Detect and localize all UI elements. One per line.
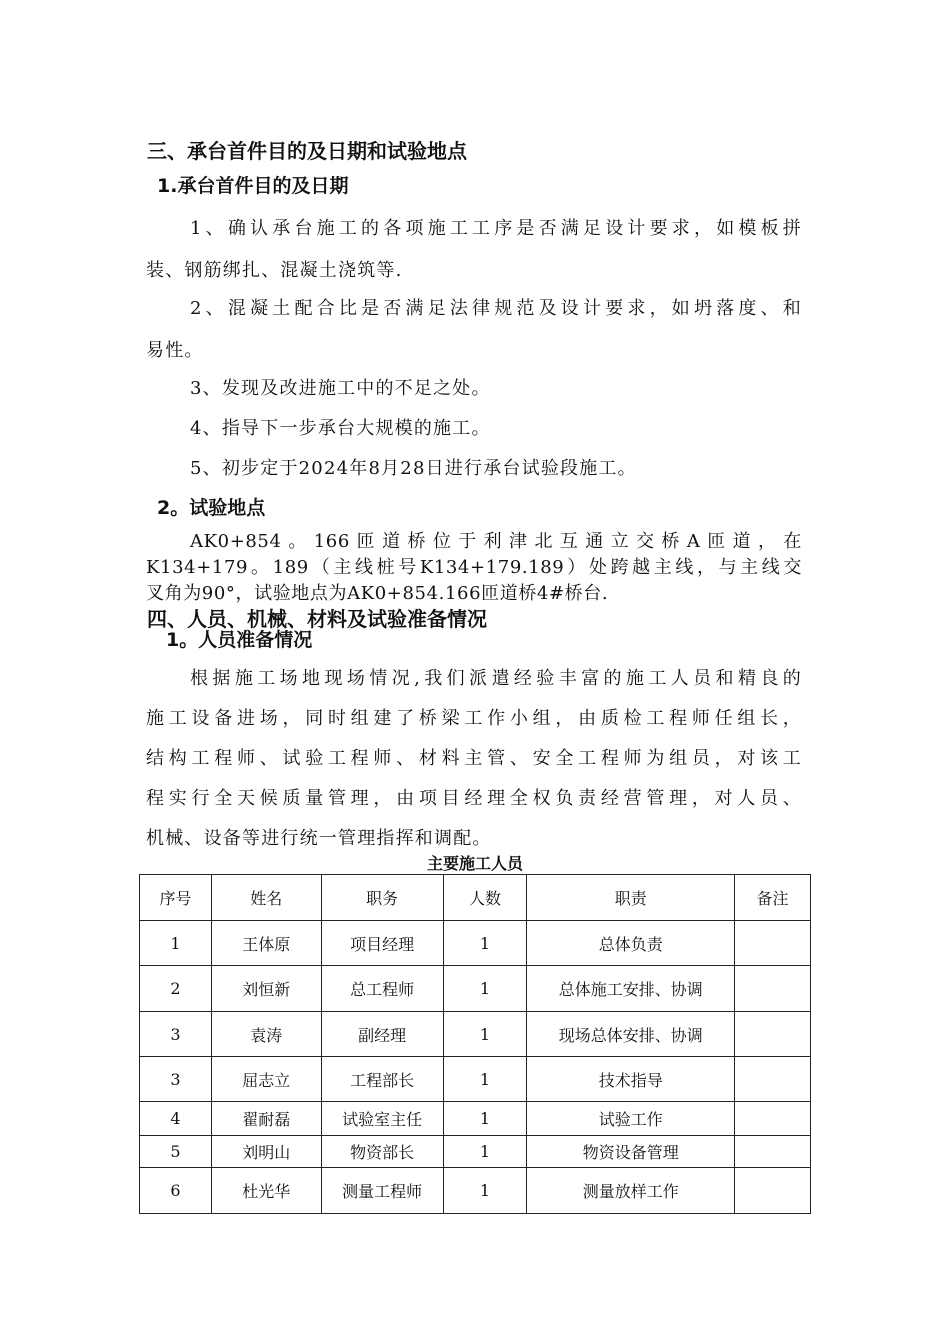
cell-duty: 总体施工安排、协调 bbox=[527, 966, 735, 1012]
paragraph-line: AK0+854。166匝道桥位于利津北互通立交桥A匝道，在 bbox=[190, 531, 802, 552]
paragraph-line: 程实行全天候质量管理，由项目经理全权负责经营管理，对人员、 bbox=[146, 788, 802, 809]
cell-name: 袁涛 bbox=[211, 1012, 321, 1057]
paragraph-line: 5、初步定于2024年8月28日进行承台试验段施工。 bbox=[190, 458, 637, 479]
section4-heading: 四、人员、机械、材料及试验准备情况 bbox=[147, 607, 487, 631]
paragraph-line: 结构工程师、试验工程师、材料主管、安全工程师为组员，对该工 bbox=[146, 748, 802, 769]
paragraph-line: 1、确认承台施工的各项施工工序是否满足设计要求，如模板拼 bbox=[190, 218, 802, 239]
cell-index: 6 bbox=[140, 1168, 212, 1214]
table-header-row bbox=[140, 875, 811, 921]
paragraph-line: 装、钢筋绑扎、混凝土浇筑等. bbox=[146, 260, 403, 281]
cell-count: 1 bbox=[443, 1012, 527, 1057]
cell-remark bbox=[735, 966, 811, 1012]
cell-index: 1 bbox=[140, 921, 212, 966]
cell-name: 杜光华 bbox=[211, 1168, 321, 1214]
table-row bbox=[140, 1012, 811, 1057]
paragraph-line: 4、指导下一步承台大规模的施工。 bbox=[190, 418, 491, 439]
paragraph-line: 机械、设备等进行统一管理指挥和调配。 bbox=[146, 828, 492, 849]
cell-position: 副经理 bbox=[321, 1012, 443, 1057]
cell-index: 2 bbox=[140, 966, 212, 1012]
header-position: 职务 bbox=[321, 875, 443, 921]
paragraph-line: 3、发现及改进施工中的不足之处。 bbox=[190, 378, 491, 399]
cell-remark bbox=[735, 1168, 811, 1214]
paragraph-line: 叉角为90°，试验地点为AK0+854.166匝道桥4#桥台. bbox=[146, 583, 609, 604]
personnel-table bbox=[139, 874, 811, 1214]
section3-sub1-heading: 1.承台首件目的及日期 bbox=[157, 175, 349, 197]
cell-remark bbox=[735, 1057, 811, 1102]
cell-name: 王体原 bbox=[211, 921, 321, 966]
cell-position: 物资部长 bbox=[321, 1136, 443, 1168]
table-row bbox=[140, 966, 811, 1012]
cell-duty: 测量放样工作 bbox=[527, 1168, 735, 1214]
header-duty: 职责 bbox=[527, 875, 735, 921]
cell-index: 3 bbox=[140, 1012, 212, 1057]
cell-position: 工程部长 bbox=[321, 1057, 443, 1102]
cell-duty: 试验工作 bbox=[527, 1102, 735, 1136]
cell-count: 1 bbox=[443, 1057, 527, 1102]
cell-name: 翟耐磊 bbox=[211, 1102, 321, 1136]
cell-index: 4 bbox=[140, 1102, 212, 1136]
cell-position: 测量工程师 bbox=[321, 1168, 443, 1214]
paragraph-line: 根据施工场地现场情况,我们派遣经验丰富的施工人员和精良的 bbox=[190, 668, 802, 689]
cell-remark bbox=[735, 1012, 811, 1057]
cell-count: 1 bbox=[443, 966, 527, 1012]
cell-remark bbox=[735, 1136, 811, 1168]
paragraph-line: 施工设备进场，同时组建了桥梁工作小组，由质检工程师任组长， bbox=[146, 708, 802, 729]
cell-remark bbox=[735, 1102, 811, 1136]
cell-count: 1 bbox=[443, 1136, 527, 1168]
header-index: 序号 bbox=[140, 875, 212, 921]
cell-name: 屈志立 bbox=[211, 1057, 321, 1102]
cell-count: 1 bbox=[443, 921, 527, 966]
cell-position: 总工程师 bbox=[321, 966, 443, 1012]
cell-remark bbox=[735, 921, 811, 966]
table-row bbox=[140, 1136, 811, 1168]
cell-name: 刘明山 bbox=[211, 1136, 321, 1168]
header-count: 人数 bbox=[443, 875, 527, 921]
section3-heading: 三、承台首件目的及日期和试验地点 bbox=[147, 139, 467, 163]
table-row bbox=[140, 1102, 811, 1136]
table-row bbox=[140, 1168, 811, 1214]
cell-count: 1 bbox=[443, 1168, 527, 1214]
cell-count: 1 bbox=[443, 1102, 527, 1136]
header-remark: 备注 bbox=[735, 875, 811, 921]
header-name: 姓名 bbox=[211, 875, 321, 921]
cell-index: 3 bbox=[140, 1057, 212, 1102]
table-row bbox=[140, 921, 811, 966]
cell-duty: 技术指导 bbox=[527, 1057, 735, 1102]
table-caption: 主要施工人员 bbox=[426, 854, 523, 873]
section4-sub1-heading: 1。人员准备情况 bbox=[166, 629, 313, 651]
cell-name: 刘恒新 bbox=[211, 966, 321, 1012]
cell-position: 项目经理 bbox=[321, 921, 443, 966]
cell-duty: 总体负责 bbox=[527, 921, 735, 966]
paragraph-line: 2、混凝土配合比是否满足法律规范及设计要求，如坍落度、和 bbox=[190, 298, 802, 319]
cell-index: 5 bbox=[140, 1136, 212, 1168]
cell-duty: 现场总体安排、协调 bbox=[527, 1012, 735, 1057]
table-row bbox=[140, 1057, 811, 1102]
section3-sub2-heading: 2。试验地点 bbox=[157, 497, 266, 519]
cell-duty: 物资设备管理 bbox=[527, 1136, 735, 1168]
cell-position: 试验室主任 bbox=[321, 1102, 443, 1136]
paragraph-line: 易性。 bbox=[146, 340, 204, 361]
paragraph-line: K134+179。189（主线桩号K134+179.189）处跨越主线，与主线交 bbox=[146, 557, 802, 578]
